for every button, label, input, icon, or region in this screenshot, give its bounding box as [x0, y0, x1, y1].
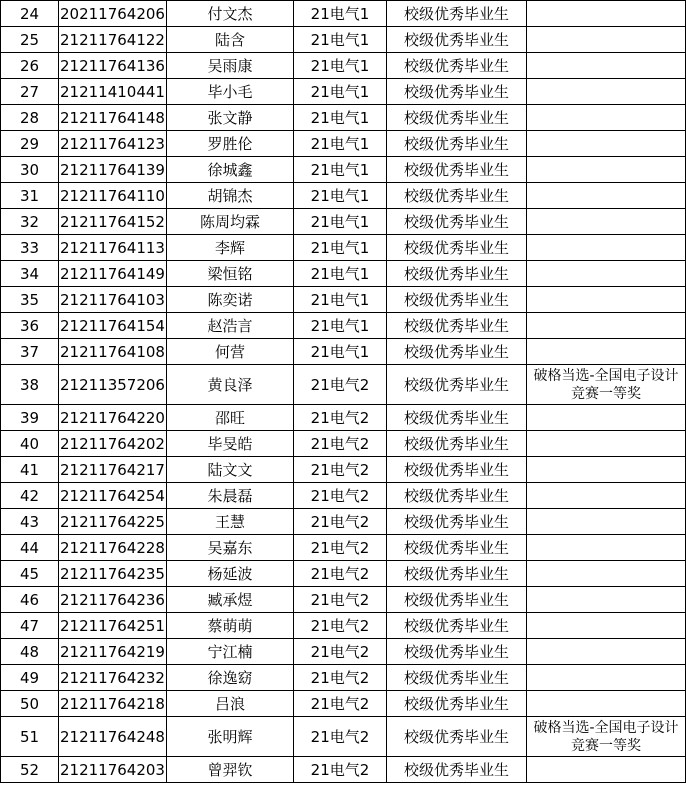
class-cell: 21电气2	[294, 587, 387, 613]
award-cell: 校级优秀毕业生	[387, 261, 527, 287]
student-name-cell: 陈奕诺	[167, 287, 294, 313]
student-name-cell: 臧承煜	[167, 587, 294, 613]
student-name-cell: 赵浩言	[167, 313, 294, 339]
student-name-cell: 付文杰	[167, 1, 294, 27]
note-cell	[527, 1, 686, 27]
class-cell: 21电气2	[294, 691, 387, 717]
award-cell: 校级优秀毕业生	[387, 235, 527, 261]
row-number-cell: 28	[1, 105, 59, 131]
student-id-cell: 21211764225	[59, 509, 167, 535]
student-name-cell: 张文静	[167, 105, 294, 131]
student-name-cell: 陆含	[167, 27, 294, 53]
award-cell: 校级优秀毕业生	[387, 757, 527, 783]
table-row	[1, 105, 686, 131]
award-cell: 校级优秀毕业生	[387, 339, 527, 365]
award-cell: 校级优秀毕业生	[387, 509, 527, 535]
student-name-cell: 杨延波	[167, 561, 294, 587]
class-cell: 21电气2	[294, 535, 387, 561]
award-cell: 校级优秀毕业生	[387, 27, 527, 53]
class-cell: 21电气1	[294, 339, 387, 365]
class-cell: 21电气1	[294, 105, 387, 131]
table-row	[1, 483, 686, 509]
row-number-cell: 42	[1, 483, 59, 509]
note-cell	[527, 613, 686, 639]
note-cell	[527, 261, 686, 287]
student-id-cell: 21211764122	[59, 27, 167, 53]
table-row	[1, 509, 686, 535]
table-row	[1, 1, 686, 27]
table-row	[1, 757, 686, 783]
award-cell: 校级优秀毕业生	[387, 105, 527, 131]
note-cell	[527, 235, 686, 261]
award-cell: 校级优秀毕业生	[387, 183, 527, 209]
table-row	[1, 27, 686, 53]
note-cell	[527, 509, 686, 535]
student-id-cell: 21211764113	[59, 235, 167, 261]
award-cell: 校级优秀毕业生	[387, 131, 527, 157]
student-name-cell: 李辉	[167, 235, 294, 261]
award-cell: 校级优秀毕业生	[387, 587, 527, 613]
row-number-cell: 33	[1, 235, 59, 261]
note-cell: 破格当选-全国电子设计竞赛一等奖	[527, 717, 686, 757]
row-number-cell: 44	[1, 535, 59, 561]
note-cell	[527, 639, 686, 665]
student-name-cell: 吴雨康	[167, 53, 294, 79]
row-number-cell: 50	[1, 691, 59, 717]
student-name-cell: 罗胜伦	[167, 131, 294, 157]
note-cell	[527, 535, 686, 561]
award-cell: 校级优秀毕业生	[387, 405, 527, 431]
table-row	[1, 691, 686, 717]
table-row	[1, 313, 686, 339]
award-cell: 校级优秀毕业生	[387, 457, 527, 483]
award-cell: 校级优秀毕业生	[387, 691, 527, 717]
table-row	[1, 717, 686, 757]
table-row	[1, 235, 686, 261]
table-row	[1, 639, 686, 665]
note-cell	[527, 757, 686, 783]
class-cell: 21电气1	[294, 287, 387, 313]
table-row	[1, 665, 686, 691]
class-cell: 21电气2	[294, 757, 387, 783]
note-cell	[527, 53, 686, 79]
student-id-cell: 21211764203	[59, 757, 167, 783]
student-id-cell: 21211764217	[59, 457, 167, 483]
student-name-cell: 黄良泽	[167, 365, 294, 405]
row-number-cell: 25	[1, 27, 59, 53]
award-cell: 校级优秀毕业生	[387, 717, 527, 757]
class-cell: 21电气1	[294, 131, 387, 157]
award-cell: 校级优秀毕业生	[387, 535, 527, 561]
note-cell	[527, 691, 686, 717]
student-id-cell: 21211764123	[59, 131, 167, 157]
row-number-cell: 32	[1, 209, 59, 235]
note-cell	[527, 483, 686, 509]
row-number-cell: 48	[1, 639, 59, 665]
table-row	[1, 209, 686, 235]
note-cell: 破格当选-全国电子设计竞赛一等奖	[527, 365, 686, 405]
table-row	[1, 339, 686, 365]
table-row	[1, 261, 686, 287]
row-number-cell: 37	[1, 339, 59, 365]
note-cell	[527, 27, 686, 53]
note-cell	[527, 131, 686, 157]
note-cell	[527, 431, 686, 457]
note-cell	[527, 339, 686, 365]
table-row	[1, 131, 686, 157]
student-name-cell: 蔡萌萌	[167, 613, 294, 639]
student-name-cell: 张明辉	[167, 717, 294, 757]
note-cell	[527, 287, 686, 313]
class-cell: 21电气2	[294, 561, 387, 587]
student-id-cell: 21211764103	[59, 287, 167, 313]
student-name-cell: 吴嘉东	[167, 535, 294, 561]
award-cell: 校级优秀毕业生	[387, 483, 527, 509]
table-row	[1, 405, 686, 431]
class-cell: 21电气2	[294, 717, 387, 757]
class-cell: 21电气1	[294, 235, 387, 261]
class-cell: 21电气2	[294, 613, 387, 639]
row-number-cell: 52	[1, 757, 59, 783]
row-number-cell: 49	[1, 665, 59, 691]
table-row	[1, 365, 686, 405]
student-name-cell: 朱晨磊	[167, 483, 294, 509]
student-id-cell: 21211764219	[59, 639, 167, 665]
class-cell: 21电气1	[294, 313, 387, 339]
student-id-cell: 21211764148	[59, 105, 167, 131]
student-id-cell: 21211764218	[59, 691, 167, 717]
award-cell: 校级优秀毕业生	[387, 665, 527, 691]
student-id-cell: 21211764232	[59, 665, 167, 691]
class-cell: 21电气2	[294, 405, 387, 431]
note-cell	[527, 665, 686, 691]
row-number-cell: 51	[1, 717, 59, 757]
table-row	[1, 183, 686, 209]
note-cell	[527, 209, 686, 235]
row-number-cell: 26	[1, 53, 59, 79]
student-id-cell: 20211764206	[59, 1, 167, 27]
student-id-cell: 21211764136	[59, 53, 167, 79]
award-cell: 校级优秀毕业生	[387, 639, 527, 665]
student-name-cell: 胡锦杰	[167, 183, 294, 209]
student-name-cell: 徐城鑫	[167, 157, 294, 183]
award-cell: 校级优秀毕业生	[387, 313, 527, 339]
class-cell: 21电气2	[294, 665, 387, 691]
student-name-cell: 邵旺	[167, 405, 294, 431]
student-id-cell: 21211410441	[59, 79, 167, 105]
student-name-cell: 王慧	[167, 509, 294, 535]
student-name-cell: 吕浪	[167, 691, 294, 717]
class-cell: 21电气2	[294, 431, 387, 457]
class-cell: 21电气1	[294, 27, 387, 53]
row-number-cell: 39	[1, 405, 59, 431]
table-row	[1, 457, 686, 483]
award-cell: 校级优秀毕业生	[387, 365, 527, 405]
class-cell: 21电气1	[294, 261, 387, 287]
class-cell: 21电气1	[294, 157, 387, 183]
award-cell: 校级优秀毕业生	[387, 613, 527, 639]
table-row	[1, 53, 686, 79]
row-number-cell: 30	[1, 157, 59, 183]
row-number-cell: 35	[1, 287, 59, 313]
row-number-cell: 24	[1, 1, 59, 27]
note-cell	[527, 183, 686, 209]
note-cell	[527, 587, 686, 613]
row-number-cell: 43	[1, 509, 59, 535]
table-row	[1, 287, 686, 313]
student-id-cell: 21211764251	[59, 613, 167, 639]
note-cell	[527, 105, 686, 131]
note-cell	[527, 457, 686, 483]
class-cell: 21电气2	[294, 483, 387, 509]
class-cell: 21电气1	[294, 1, 387, 27]
class-cell: 21电气1	[294, 209, 387, 235]
table-row	[1, 79, 686, 105]
award-cell: 校级优秀毕业生	[387, 209, 527, 235]
student-id-cell: 21211764139	[59, 157, 167, 183]
student-name-cell: 毕小毛	[167, 79, 294, 105]
student-name-cell: 陈周均霖	[167, 209, 294, 235]
row-number-cell: 41	[1, 457, 59, 483]
class-cell: 21电气2	[294, 509, 387, 535]
student-name-cell: 徐逸窈	[167, 665, 294, 691]
student-id-cell: 21211357206	[59, 365, 167, 405]
student-name-cell: 毕旻皓	[167, 431, 294, 457]
student-name-cell: 陆文文	[167, 457, 294, 483]
student-id-cell: 21211764154	[59, 313, 167, 339]
note-cell	[527, 79, 686, 105]
student-id-cell: 21211764110	[59, 183, 167, 209]
table-row	[1, 431, 686, 457]
roster-body	[1, 1, 686, 783]
student-id-cell: 21211764235	[59, 561, 167, 587]
table-row	[1, 535, 686, 561]
student-id-cell: 21211764248	[59, 717, 167, 757]
table-row	[1, 613, 686, 639]
note-cell	[527, 313, 686, 339]
row-number-cell: 47	[1, 613, 59, 639]
class-cell: 21电气2	[294, 639, 387, 665]
student-id-cell: 21211764152	[59, 209, 167, 235]
award-cell: 校级优秀毕业生	[387, 431, 527, 457]
table-row	[1, 561, 686, 587]
class-cell: 21电气1	[294, 79, 387, 105]
student-id-cell: 21211764149	[59, 261, 167, 287]
student-name-cell: 何营	[167, 339, 294, 365]
class-cell: 21电气2	[294, 365, 387, 405]
row-number-cell: 36	[1, 313, 59, 339]
row-number-cell: 38	[1, 365, 59, 405]
row-number-cell: 27	[1, 79, 59, 105]
row-number-cell: 45	[1, 561, 59, 587]
student-id-cell: 21211764220	[59, 405, 167, 431]
note-cell	[527, 405, 686, 431]
student-id-cell: 21211764254	[59, 483, 167, 509]
class-cell: 21电气2	[294, 457, 387, 483]
class-cell: 21电气1	[294, 53, 387, 79]
row-number-cell: 40	[1, 431, 59, 457]
note-cell	[527, 157, 686, 183]
award-cell: 校级优秀毕业生	[387, 53, 527, 79]
award-cell: 校级优秀毕业生	[387, 287, 527, 313]
row-number-cell: 46	[1, 587, 59, 613]
note-cell	[527, 561, 686, 587]
award-cell: 校级优秀毕业生	[387, 561, 527, 587]
student-name-cell: 曾羿钦	[167, 757, 294, 783]
table-row	[1, 587, 686, 613]
table-row	[1, 157, 686, 183]
student-id-cell: 21211764228	[59, 535, 167, 561]
student-name-cell: 梁恒铭	[167, 261, 294, 287]
student-name-cell: 宁江楠	[167, 639, 294, 665]
student-id-cell: 21211764202	[59, 431, 167, 457]
student-id-cell: 21211764236	[59, 587, 167, 613]
award-cell: 校级优秀毕业生	[387, 157, 527, 183]
row-number-cell: 29	[1, 131, 59, 157]
row-number-cell: 34	[1, 261, 59, 287]
student-id-cell: 21211764108	[59, 339, 167, 365]
row-number-cell: 31	[1, 183, 59, 209]
award-cell: 校级优秀毕业生	[387, 79, 527, 105]
class-cell: 21电气1	[294, 183, 387, 209]
award-cell: 校级优秀毕业生	[387, 1, 527, 27]
